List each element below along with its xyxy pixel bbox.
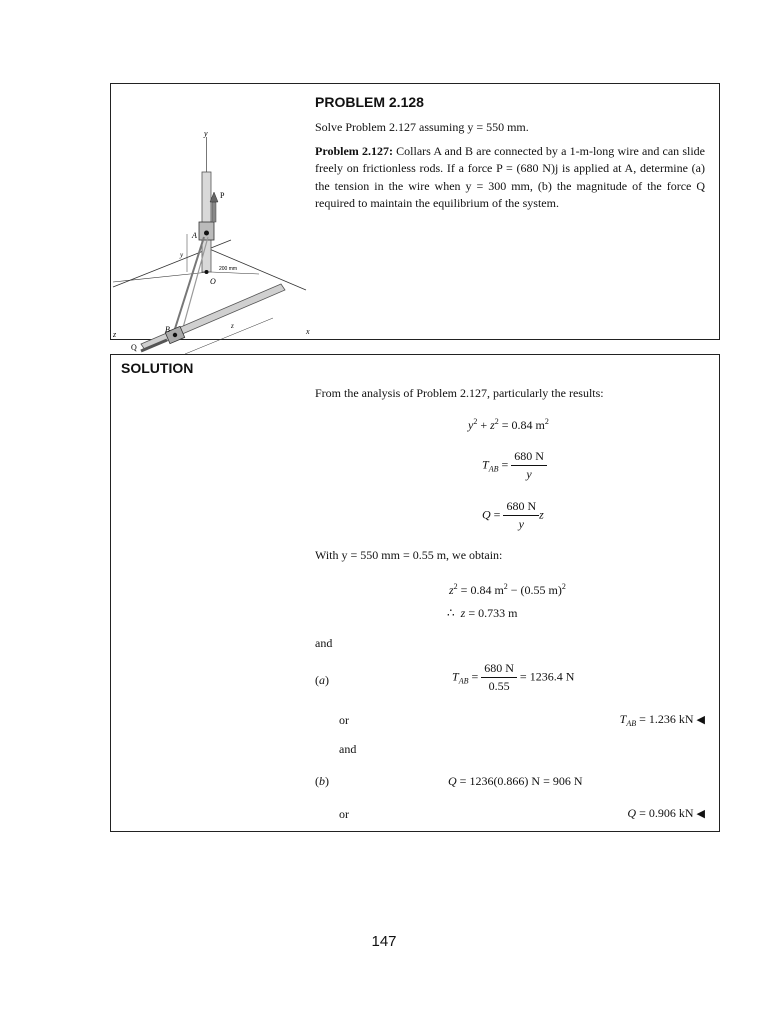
and-1: and [315,636,333,650]
eq3-eq: = [490,507,504,522]
equation-6 [452,661,574,694]
dim-200-line [211,272,259,274]
eq4-rhs2: − (0.55 m) [507,583,562,597]
answer-a [620,712,705,728]
eq7-q: Q [448,774,457,788]
collar-rod-diagram [111,122,316,352]
eq7-rhs: = 1236(0.866) N = 906 N [456,774,583,788]
eq4-z: z [449,583,454,597]
part-a-label: (a) [315,673,329,687]
problem-figure [111,122,316,352]
eq3-den: y [518,517,524,531]
label-q: Q [131,343,137,352]
eq6-eq: = [468,669,482,684]
label-dim-200: 200 mm [219,266,238,272]
problem-box [110,83,720,352]
part-b-label: (b) [315,774,329,788]
problem-reference-label: Problem 2.127: [315,144,393,158]
eq2-eq: = [498,457,512,472]
eq6-rhs: = 1236.4 N [516,669,575,684]
or-1: or [339,713,349,727]
eq1-y: y [468,418,474,432]
problem-reference [315,143,705,213]
or-2: or [339,807,349,821]
eq3-q: Q [482,507,491,522]
ans-a-sub: AB [626,719,637,728]
eq4-rhs2-sup: 2 [561,582,566,591]
solution-intro: From the analysis of Problem 2.127, particularly the results: [315,386,604,400]
label-b: B [165,325,170,334]
label-p: P [220,191,225,200]
solution-box [110,354,720,832]
label-y: y [204,129,208,138]
with-text: With y = 550 mm = 0.55 m, we obtain: [315,548,503,562]
eq5-z: z [460,606,466,620]
label-z: z [113,330,117,339]
eq5-rhs: = 0.733 m [465,606,518,620]
equation-1 [468,417,549,433]
eq1-rhs: = 0.84 m [498,418,545,432]
eq1-z-sup: 2 [494,417,499,426]
problem-statement: Solve Problem 2.127 assuming y = 550 mm. [315,120,529,134]
horizontal-rod [141,284,285,350]
eq4-z-sup: 2 [453,582,458,591]
ans-a-rhs: = 1.236 kN [636,712,694,726]
answer-marker-icon: ◀ [696,808,705,820]
ans-a-t: T [619,712,627,726]
eq2-fraction [511,449,547,482]
equation-2 [482,449,547,482]
equation-7 [448,774,583,789]
equation-3 [482,499,544,532]
eq6-t: T [452,669,459,684]
eq3-z: z [539,507,544,522]
equation-5 [447,606,517,621]
eq6-num: 680 N [481,661,517,678]
problem-reference-text: Collars A and B are connected by a 1-m-long wire and can slide freely on frictionless rods. If a force P = (680 N)j is applied at A, determine (a) the tension in the wire when y = 300 mm, (b) the magnitude of the force Q required to maintain the equilibrium of the system. [315,144,706,211]
eq3-fraction [503,499,539,532]
eq6-fraction [481,661,517,694]
eq3-num: 680 N [503,499,539,516]
eq2-den: y [526,467,532,481]
eq1-y-sup: 2 [473,417,478,426]
eq1-plus: + [477,418,491,432]
eq1-rhs-sup: 2 [544,417,549,426]
ans-b-rhs: = 0.906 kN [636,806,694,820]
label-o: O [210,277,216,286]
eq4-rhs1-sup: 2 [503,582,508,591]
page-number: 147 [371,933,397,950]
label-a: A [192,231,197,240]
label-dim-y: y [180,251,184,259]
eq4-rhs1: = 0.84 m [457,583,504,597]
problem-title: PROBLEM 2.128 [315,94,424,110]
and-2: and [339,742,357,756]
origin-point [205,270,209,274]
eq2-num: 680 N [511,449,547,466]
eq6-den: 0.55 [488,679,510,693]
answer-b [627,806,705,821]
eq6-sub: AB [458,676,469,686]
eq2-sub: AB [488,464,499,474]
answer-marker-icon: ◀ [696,714,705,726]
eq1-z: z [490,418,495,432]
label-dim-z: z [231,322,234,330]
eq2-t: T [482,457,489,472]
ans-b-q: Q [627,806,637,820]
equation-4 [449,582,566,598]
label-x: x [306,327,310,336]
eq5-therefore: ∴ [447,606,455,620]
solution-title: SOLUTION [121,360,194,376]
